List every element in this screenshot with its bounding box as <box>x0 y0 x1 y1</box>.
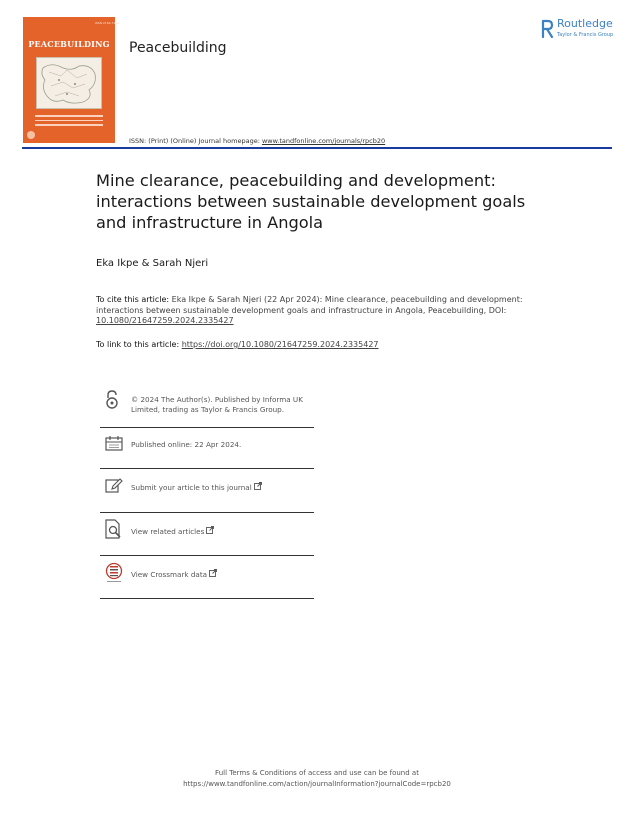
publisher-subtitle: Taylor & Francis Group <box>557 32 614 38</box>
journal-homepage-link[interactable]: www.tandfonline.com/journals/rpcb20 <box>261 137 386 145</box>
document-search-icon <box>105 519 123 543</box>
external-link-icon <box>206 526 214 537</box>
article-authors: Eka Ikpe & Sarah Njeri <box>96 258 209 269</box>
crossmark-link[interactable] <box>131 569 314 580</box>
citation <box>96 295 536 327</box>
link-label: To link to this article: <box>96 340 182 349</box>
calendar-icon <box>105 435 123 455</box>
separator <box>100 598 314 599</box>
publisher-name: Routledge <box>557 17 613 30</box>
separator <box>100 555 314 556</box>
crossmark-label: View Crossmark data <box>131 570 208 579</box>
header-rule <box>22 147 612 149</box>
cite-text: Eka Ikpe & Sarah Njeri (22 Apr 2024): Mine clearance, peacebuilding and development: interactions between sustainable development goals and infrastructure in Angola, Peacebuilding, DOI: <box>96 295 523 315</box>
journal-cover <box>23 17 120 143</box>
separator <box>100 512 314 513</box>
submit-article-label: Submit your article to this journal <box>131 483 252 492</box>
external-link-icon <box>209 569 217 580</box>
edit-icon <box>105 476 123 498</box>
external-link-icon <box>254 482 262 493</box>
published-text: Published online: 22 Apr 2024. <box>131 440 242 449</box>
open-access-icon <box>105 390 119 414</box>
routledge-logo-icon <box>540 19 554 43</box>
cover-map-image <box>36 57 102 109</box>
published-info <box>100 432 314 468</box>
cite-label: To cite this article: <box>96 295 170 304</box>
cover-publisher-logo <box>27 131 35 139</box>
related-articles-item[interactable] <box>100 517 314 553</box>
license-info <box>100 388 314 428</box>
submit-article-link[interactable] <box>131 482 314 493</box>
separator <box>100 427 314 428</box>
footer-terms-url[interactable]: https://www.tandfonline.com/action/journalInformation?journalCode=rpcb20 <box>183 780 451 788</box>
cover-text-lines <box>35 115 103 129</box>
cover-title: PEACEBUILDING <box>28 39 110 49</box>
related-articles-link[interactable] <box>131 526 314 537</box>
journal-name: Peacebuilding <box>129 40 227 56</box>
article-doi-url[interactable]: https://doi.org/10.1080/21647259.2024.2335427 <box>181 340 379 349</box>
footer <box>0 768 634 790</box>
article-title: Mine clearance, peacebuilding and development: interactions between sustainable development goals and infrastructure in Angola <box>96 171 526 232</box>
cover-top-text: ISSN 2164-7259 <box>95 21 120 25</box>
related-articles-label: View related articles <box>131 527 205 536</box>
submit-article-item[interactable] <box>100 474 314 510</box>
crossmark-item[interactable] <box>100 560 314 598</box>
issn-text: ISSN: (Print) (Online) Journal homepage: <box>129 137 262 145</box>
separator <box>100 468 314 469</box>
license-text: © 2024 The Author(s). Published by Informa UK Limited, trading as Taylor & Francis Group. <box>131 395 303 414</box>
footer-terms-text: Full Terms & Conditions of access and use can be found at <box>215 769 419 777</box>
crossmark-icon <box>105 562 123 588</box>
issn-line <box>129 137 385 145</box>
article-link-line <box>96 340 379 349</box>
doi-link[interactable]: 10.1080/21647259.2024.2335427 <box>96 316 234 326</box>
